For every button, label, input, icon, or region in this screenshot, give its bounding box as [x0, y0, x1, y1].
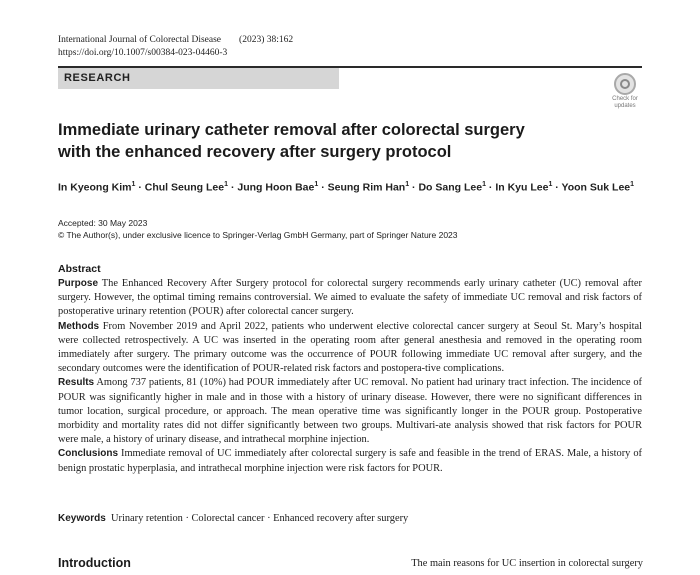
abstract-heading: Abstract [58, 263, 101, 275]
author-name: Do Sang Lee [418, 181, 483, 194]
keywords-text: Urinary retention · Colorectal cancer · Enhanced recovery after surgery [111, 513, 409, 524]
author-name: Seung Rim Han [327, 181, 406, 194]
copyright-notice: © The Author(s), under exclusive licence to Springer-Verlag GmbH Germany, part of Springer Nature 2023 [58, 230, 458, 240]
author-name: In Kyu Lee [495, 181, 549, 194]
keywords-label: Keywords [58, 513, 106, 524]
author-name: Yoon Suk Lee [561, 181, 631, 194]
abstract-body [58, 277, 642, 476]
introduction-first-line: The main reasons for UC insertion in colorectal surgery [411, 558, 643, 569]
section-label: RESEARCH [58, 68, 339, 89]
abstract-purpose: Purpose The Enhanced Recovery After Surgery protocol for colorectal surgery recommends early urinary catheter (UC) removal after surgery. However, the optimal timing remains controversial. We aimed to evaluate the safety of immediate UC removal and risk factors of postoperative urinary retention (POUR) after colorectal cancer surgery. [58, 278, 642, 318]
author-list: In Kyeong Kim$^1$ · Chul Seung Lee$^1$ · Jung Hoon Bae$^1$ · Seung Rim Han$^1$ · Do Sang Lee$^1$ · In Kyu Lee$^1$ · Yoon Suk Lee$^1$ [58, 181, 635, 194]
author-name: Chul Seung Lee [144, 181, 225, 194]
check-for-updates-badge[interactable] [608, 73, 642, 111]
author-name: In Kyeong Kim [58, 181, 132, 194]
keywords [58, 513, 408, 524]
doi-link[interactable]: https://doi.org/10.1007/s00384-023-04460-3 [58, 48, 228, 58]
journal-name: International Journal of Colorectal Disease [58, 35, 222, 45]
check-for-updates-label: Check for updates [612, 96, 638, 109]
abstract-results: Results Among 737 patients, 81 (10%) had POUR immediately after UC removal. No patient had urinary tract infection. The incidence of POUR was significantly higher in male and in those with a history of urinary disease. However, there were no significant differences in tumor location, surgical procedure, or approach. The mean operative time was significantly longer in the POUR group. Postoperative morbidity and mortality rates did not differ significantly between two groups. Multivari-ate analysis showed that risk factors for POUR were male, a history of urinary disease, and intrathecal morphine injection. [58, 377, 643, 446]
article-title: Immediate urinary catheter removal after colorectal surgery with the enhanced recovery after surgery protocol [58, 121, 525, 161]
journal-volume: (2023) 38:162 [239, 35, 294, 45]
abstract-conclusions: Conclusions Immediate removal of UC immediately after colorectal surgery is safe and feasible in the trend of ERAS. Male, a history of benign prostatic hyperplasia, and intrathecal morphine injection were risk factors for POUR. [58, 448, 642, 474]
introduction-heading: Introduction [58, 556, 131, 570]
journal-line [58, 35, 293, 45]
abstract-methods: Methods From November 2019 and April 2022, patients who underwent elective colorectal cancer surgery at Seoul St. Mary’s hospital were collected retrospectively. A UC was inserted in the operating room after general anesthesia and removed in the operating room immediately after surgery. The primary outcome was the occurrence of POUR following immediate UC removal after surgery, and the secondary outcomes were the identification of POUR-related risk factors and postopera-tive complications. [58, 320, 642, 375]
check-for-updates-icon [614, 73, 636, 95]
accepted-date: Accepted: 30 May 2023 [58, 218, 148, 228]
author-name: Jung Hoon Bae [237, 181, 315, 194]
